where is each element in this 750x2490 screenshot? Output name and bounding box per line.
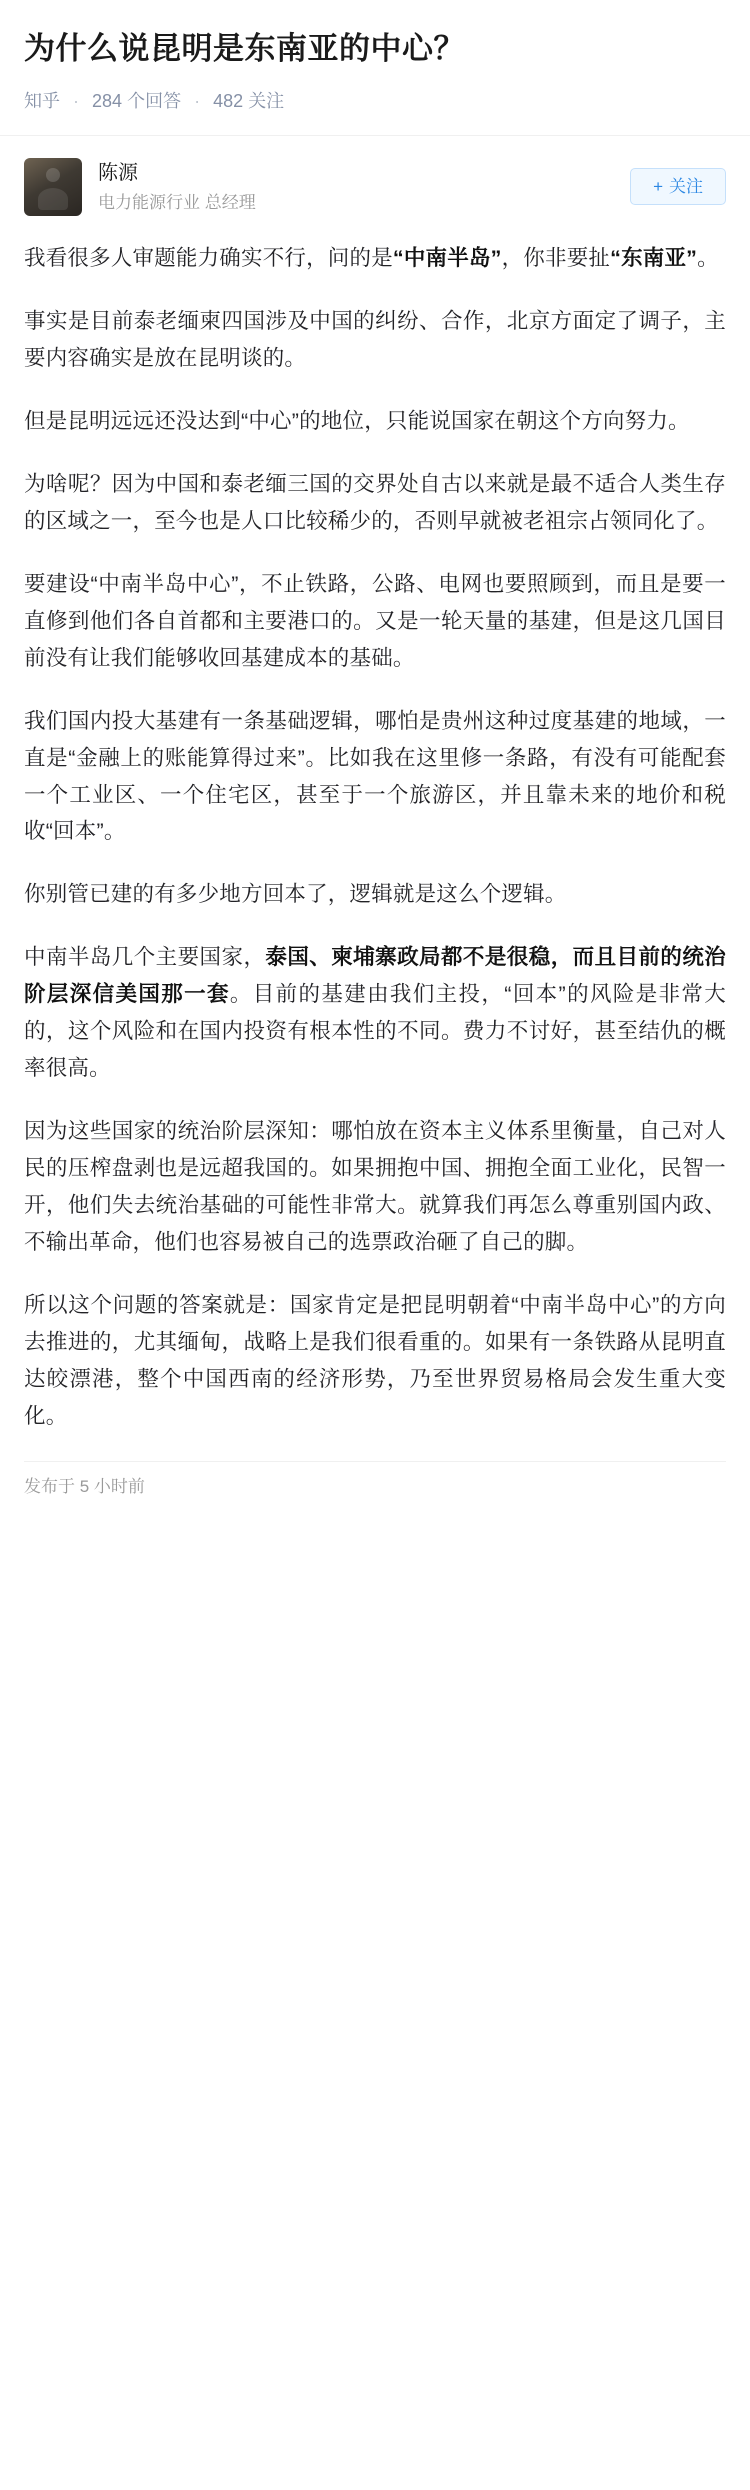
body-text: 因为这些国家的统治阶层深知：哪怕放在资本主义体系里衡量，自己对人民的压榨盘剥也是远超我国的。如果拥抱中国、拥抱全面工业化，民智一开，他们失去统治基础的可能性非常大。就算我们再怎么尊重别国内政、不输出革命，他们也容易被自己的选票政治砸了自己的脚。 (24, 1119, 726, 1255)
body-text: 你别管已建的有多少地方回本了，逻辑就是这么个逻辑。 (24, 882, 567, 907)
answers-count: 284 (92, 90, 123, 111)
meta-separator-2: · (194, 90, 201, 111)
answers-label: 个回答 (127, 90, 182, 111)
author-name[interactable]: 陈源 (98, 161, 138, 184)
publish-time: 发布于 5 小时前 (24, 1477, 145, 1497)
body-text: 所以这个问题的答案就是：国家肯定是把昆明朝着“中南半岛中心”的方向去推进的，尤其缅甸，战略上是我们很看重的。如果有一条铁路从昆明直达皎漂港，整个中国西南的经济形势，乃至世界贸易格局会发生重大变化。 (24, 1293, 726, 1429)
emphasis-text: “中南半岛” (392, 245, 502, 270)
paragraph (24, 939, 726, 1087)
paragraph (24, 303, 726, 377)
followers-count: 482 (213, 90, 244, 111)
answer-content (0, 234, 750, 1435)
author-row (0, 136, 750, 234)
followers-label: 关注 (248, 90, 285, 111)
body-text: 我看很多人审题能力确实不行，问的是 (24, 245, 393, 270)
body-text: 但是昆明远远还没达到“中心”的地位，只能说国家在朝这个方向努力。 (24, 408, 690, 433)
follow-button[interactable] (630, 168, 726, 205)
body-text: 要建设“中南半岛中心”，不止铁路，公路、电网也要照顾到，而且是要一直修到他们各自首都和主要港口的。又是一轮天量的基建，但是这几国目前没有让我们能够收回基建成本的基础。 (24, 571, 726, 670)
source-label: 知乎 (24, 90, 60, 111)
body-text: 为啥呢？因为中国和泰老缅三国的交界处自古以来就是最不适合人类生存的区域之一，至今也是人口比较稀少的，否则早就被老祖宗占领同化了。 (24, 471, 726, 533)
body-text: 我们国内投大基建有一条基础逻辑，哪怕是贵州这种过度基建的地域，一直是“金融上的账能算得过来”。比如我在这里修一条路，有没有可能配套一个工业区、一个住宅区，甚至于一个旅游区，并且靠未来的地价和税收“回本”。 (24, 708, 726, 844)
question-meta (24, 88, 726, 115)
body-text: ，你非要扯 (501, 245, 611, 270)
plus-icon: + (653, 177, 663, 197)
page-title: 为什么说昆明是东南亚的中心？ (24, 31, 465, 66)
paragraph (24, 1113, 726, 1261)
author-bio: 电力能源行业 总经理 (98, 192, 256, 212)
paragraph (24, 403, 726, 440)
emphasis-text: “东南亚” (610, 245, 698, 270)
emphasis-text: 泰国、柬埔寨政局都不是很稳，而且目前的统治阶层深信美国那一套 (24, 945, 727, 1007)
paragraph (24, 703, 726, 851)
body-text: 事实是目前泰老缅柬四国涉及中国的纠纷、合作，北京方面定了调子，主要内容确实是放在昆明谈的。 (24, 308, 726, 370)
body-text: 。 (697, 245, 719, 270)
body-text: 中南半岛几个主要国家， (24, 945, 266, 970)
paragraph (24, 240, 726, 277)
body-text: 。目前的基建由我们主投，“回本”的风险是非常大的，这个风险和在国内投资有根本性的不同。费力不讨好，甚至结仇的概率很高。 (24, 982, 727, 1081)
paragraph (24, 1287, 726, 1435)
meta-separator-1: · (73, 90, 80, 111)
author-info (98, 159, 630, 215)
paragraph (24, 466, 726, 540)
avatar[interactable] (24, 158, 82, 216)
paragraph (24, 876, 726, 913)
follow-button-label: 关注 (669, 177, 703, 197)
question-header (0, 0, 750, 115)
paragraph (24, 566, 726, 677)
